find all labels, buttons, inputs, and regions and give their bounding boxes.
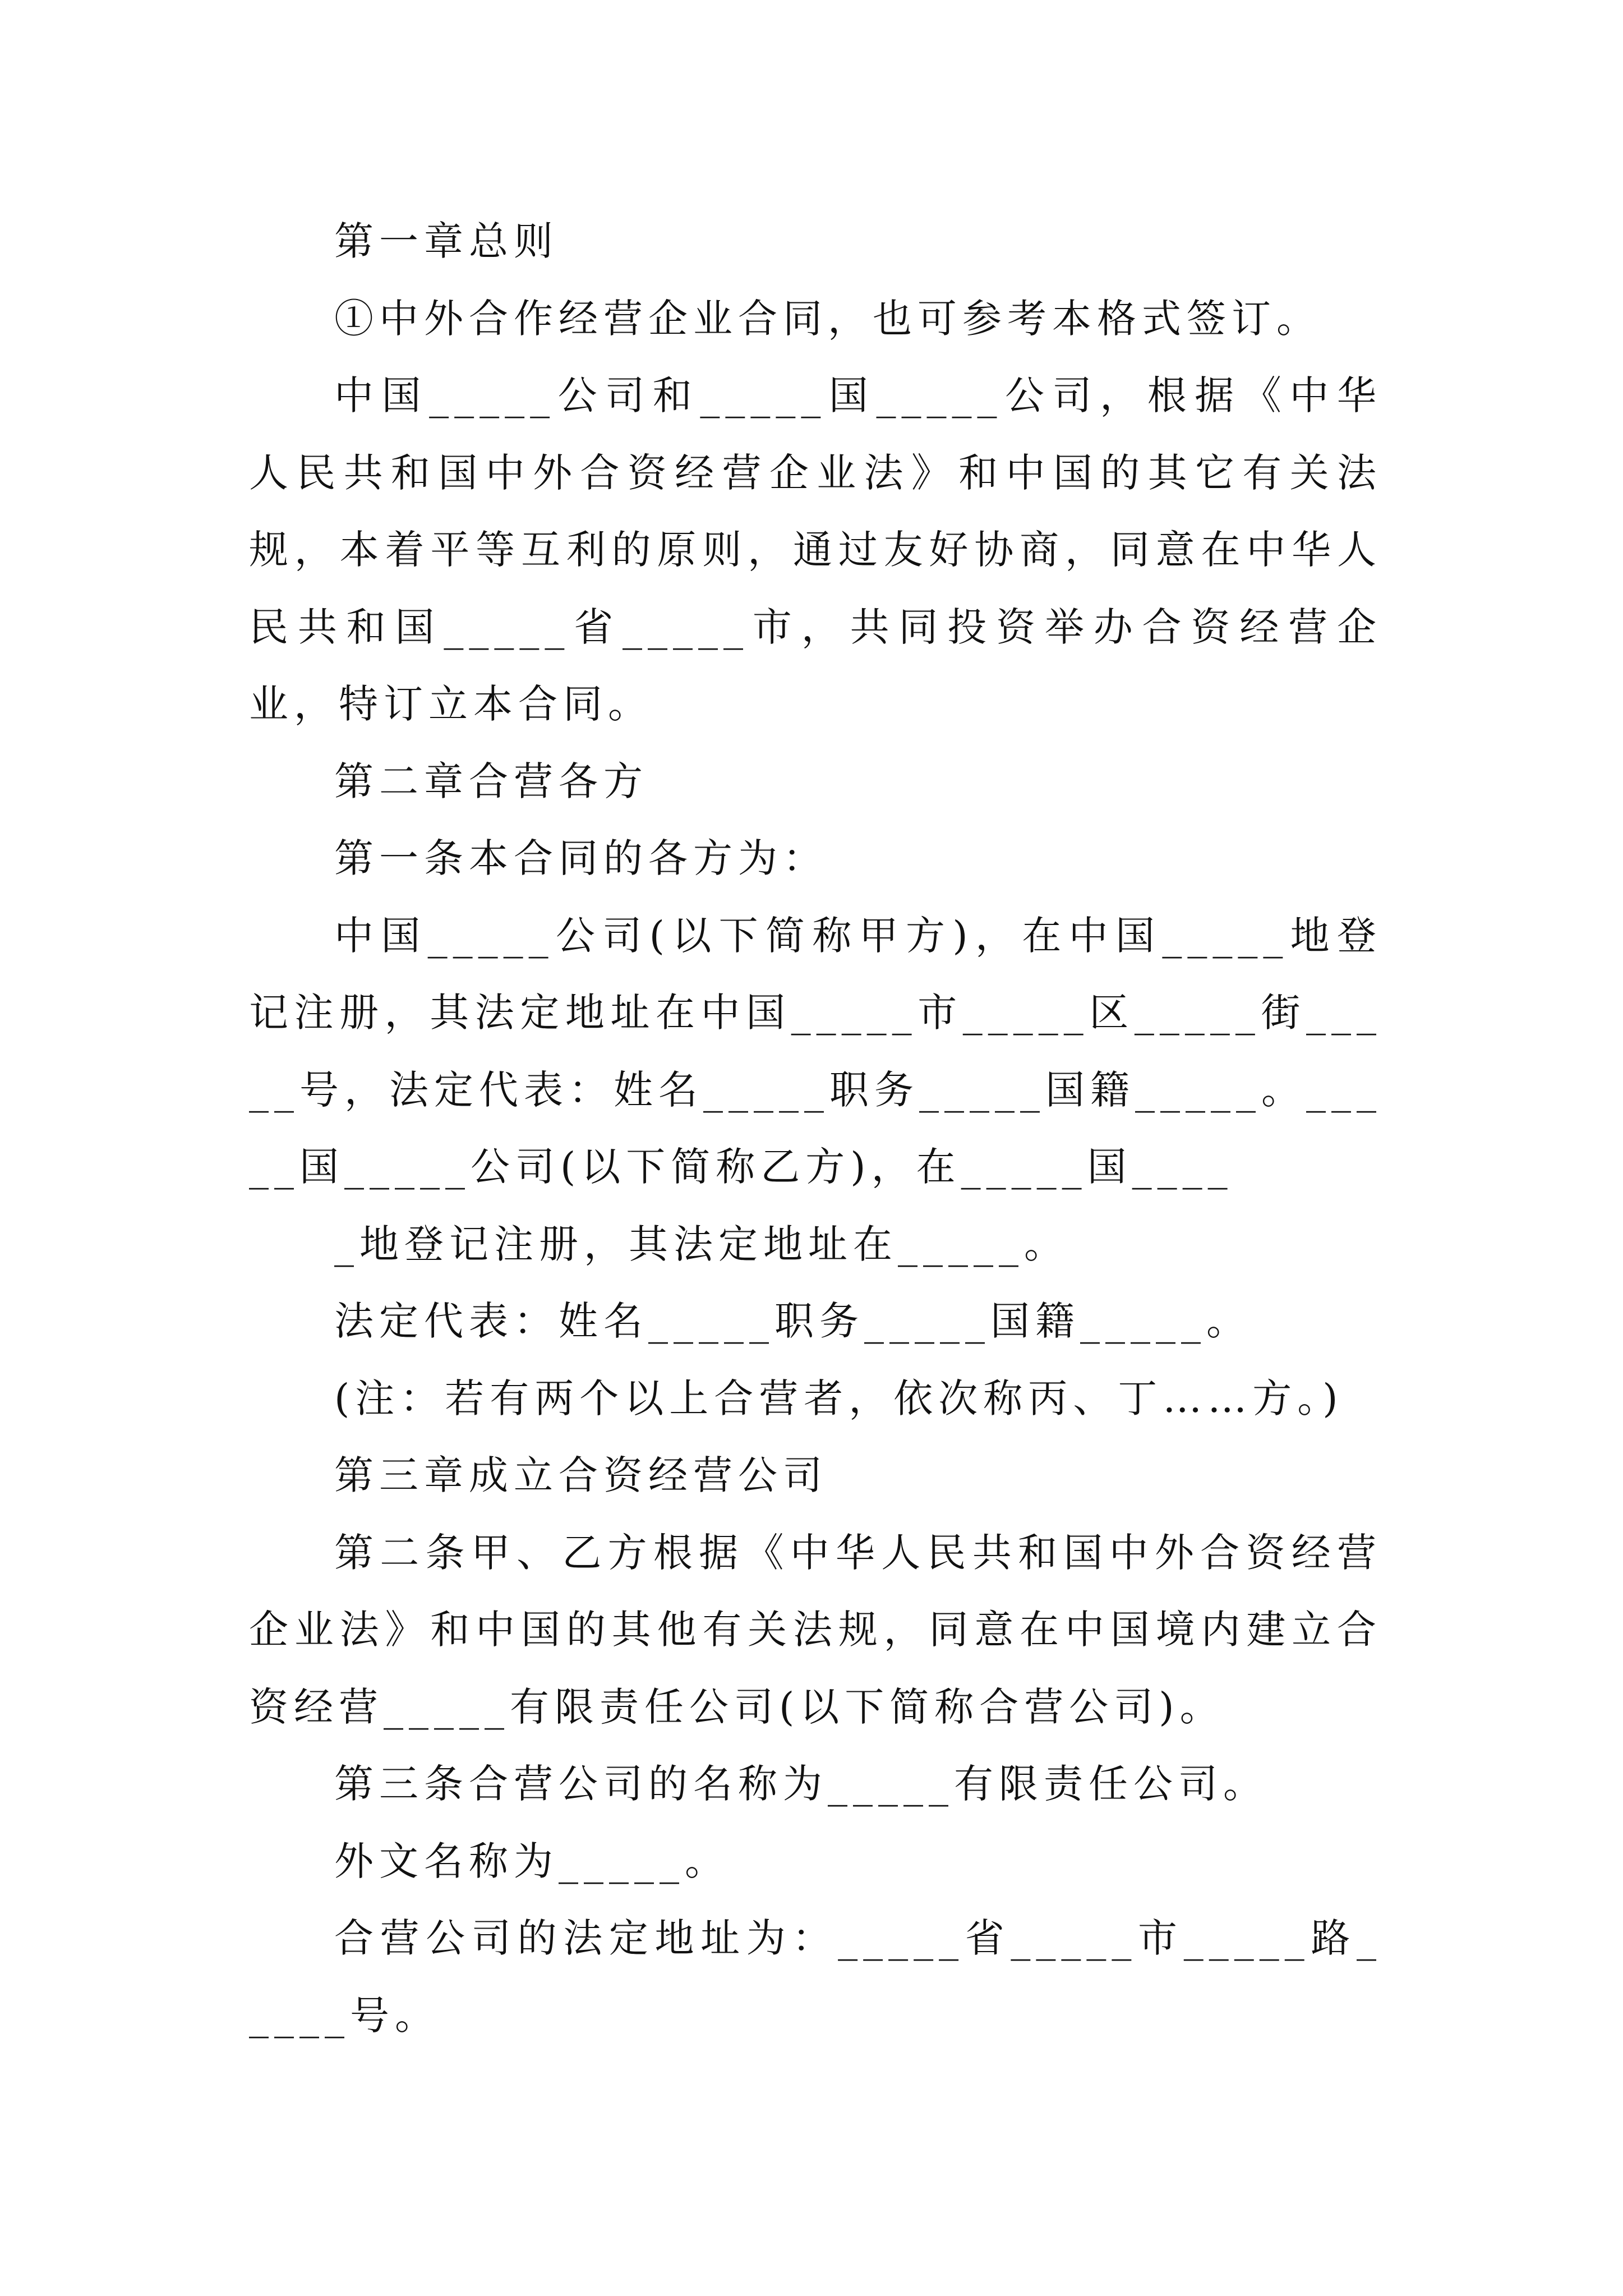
note-paragraph: ①中外合作经营企业合同，也可参考本格式签订。 [334,295,1321,342]
parties-note: (注：若有两个以上合营者，依次称丙、丁……方。) [334,1375,1344,1421]
chapter-2-heading: 第二章合营各方 [334,758,648,804]
legal-address-paragraph: 合营公司的法定地址为：_____省_____市_____路_____号。 [249,1915,1382,2039]
party-a-paragraph: 中国_____公司(以下简称甲方)，在中国_____地登记注册，其法定地址在中国_____市_____区_____街_____号，法定代表：姓名_____职务_____国籍_____。_____国_____公司(以下简称乙方)，在_____国____ [249,912,1382,1190]
preamble-paragraph: 中国_____公司和_____国_____公司，根据《中华人民共和国中外合资经营企业法》和中国的其它有关法规，本着平等互利的原则，通过友好协商，同意在中华人民共和国_____省_____市，共同投资举办合资经营企业，特订立本合同。 [249,372,1382,727]
chapter-3-heading: 第三章成立合资经营公司 [334,1452,828,1498]
contract-body [249,203,1382,2054]
foreign-name-paragraph: 外文名称为_____。 [334,1838,730,1884]
party-b-registration: _地登记注册，其法定地址在_____。 [334,1221,1069,1267]
chapter-1-heading: 第一章总则 [334,218,559,264]
article-1-heading: 第一条本合同的各方为： [334,835,828,881]
article-2-paragraph: 第二条甲、乙方根据《中华人民共和国中外合资经营企业法》和中国的其他有关法规，同意在中国境内建立合资经营_____有限责任公司(以下简称合营公司)。 [249,1529,1382,1730]
article-3-paragraph: 第三条合营公司的名称为_____有限责任公司。 [334,1761,1268,1807]
party-b-representative: 法定代表：姓名_____职务_____国籍_____。 [334,1298,1251,1344]
